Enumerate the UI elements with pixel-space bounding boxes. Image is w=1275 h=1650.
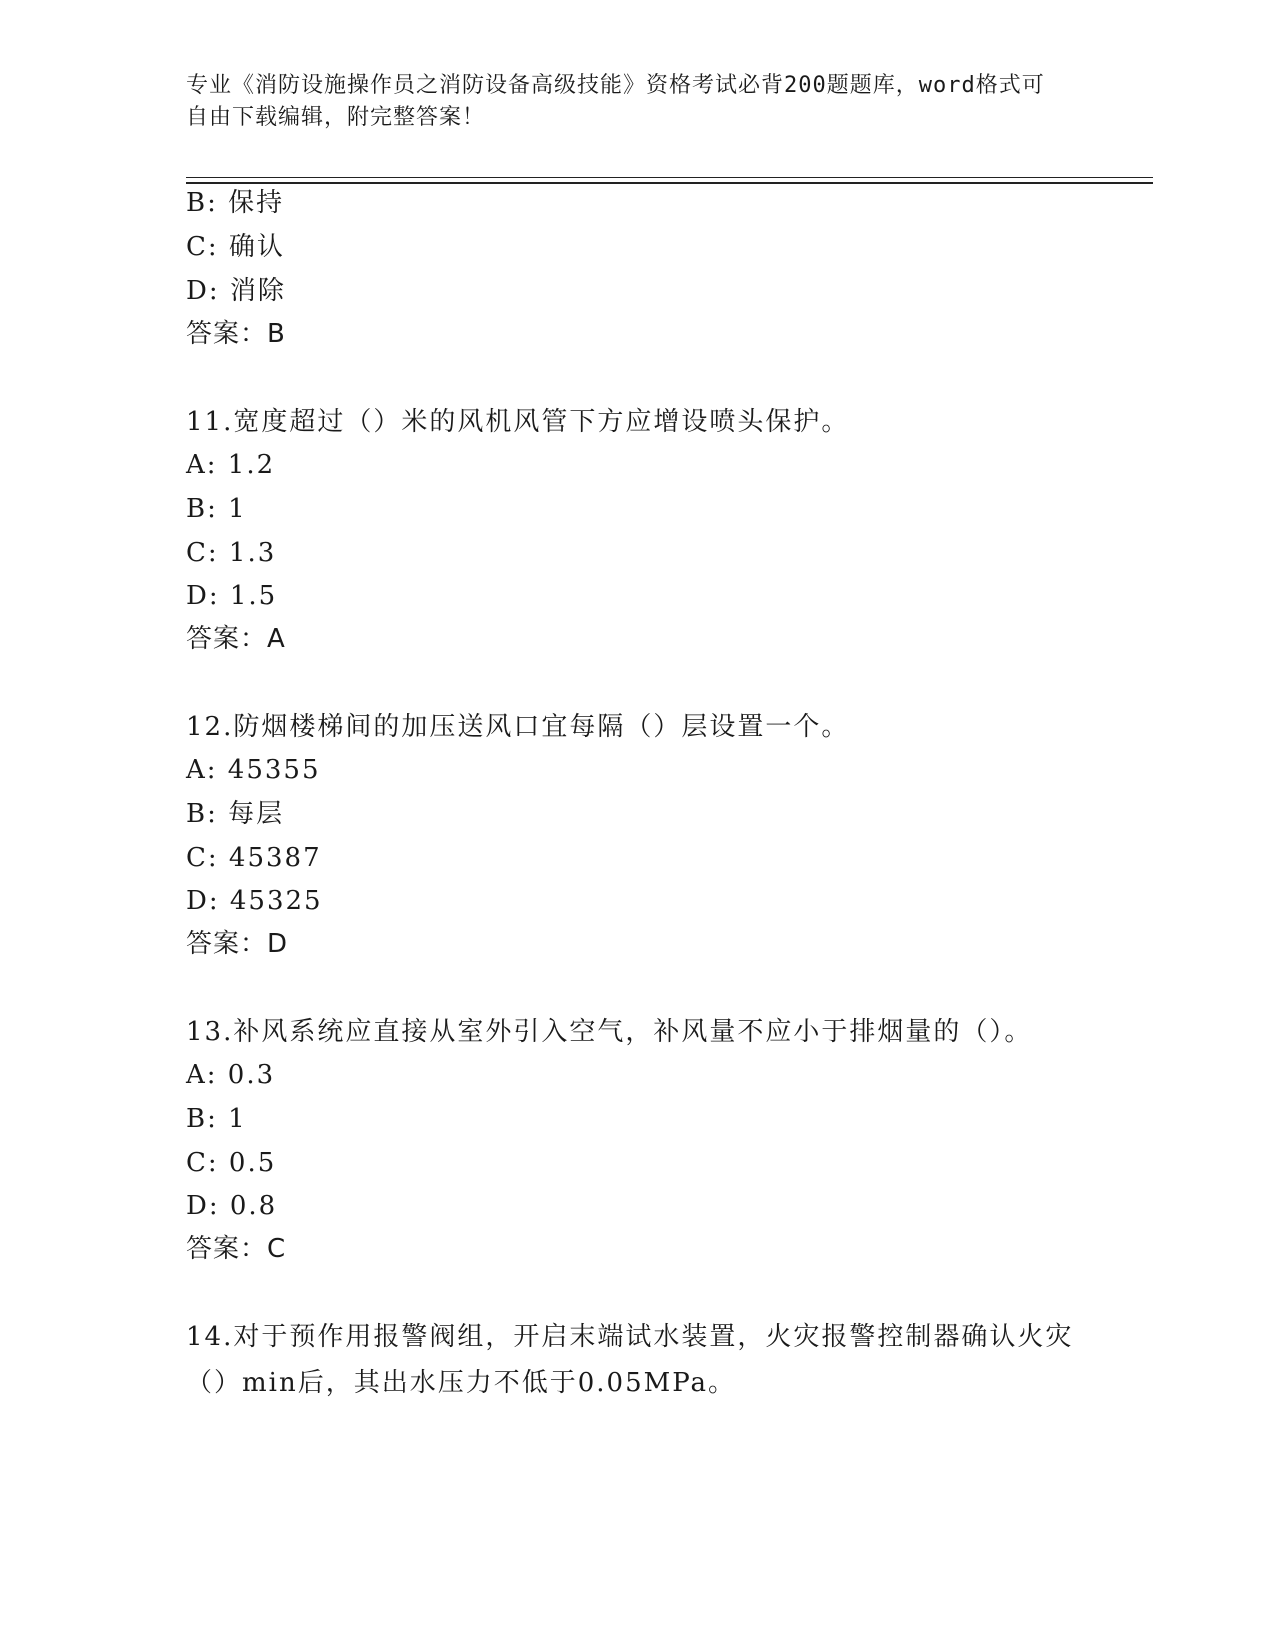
q13-option-a: A: 0.3: [186, 1060, 276, 1090]
q12-question: 12.防烟楼梯间的加压送风口宜每隔（）层设置一个。: [186, 712, 850, 742]
document-header: 专业《消防设施操作员之消防设备高级技能》资格考试必背200题题库，word格式可自由下载编辑，附完整答案！: [186, 73, 1045, 130]
q10-option-c: C: 确认: [186, 232, 285, 262]
q10-option-b: B: 保持: [186, 188, 285, 218]
header-divider-thin: [186, 177, 1153, 178]
q11-option-d: D: 1.5: [186, 581, 278, 611]
q11-question: 11.宽度超过（）米的风机风管下方应增设喷头保护。: [186, 407, 850, 437]
q13-question: 13.补风系统应直接从室外引入空气，补风量不应小于排烟量的（）。: [186, 1017, 1033, 1047]
q12-option-c: C: 45387: [186, 843, 322, 873]
q10-answer: 答案：B: [186, 319, 286, 349]
q12-option-d: D: 45325: [186, 886, 323, 916]
q13-option-d: D: 0.8: [186, 1191, 278, 1221]
q12-answer: 答案：D: [186, 929, 289, 959]
q13-option-b: B: 1: [186, 1104, 247, 1134]
q10-option-d: D: 消除: [186, 276, 286, 306]
q11-option-c: C: 1.3: [186, 538, 277, 568]
header-divider-thick: [186, 182, 1153, 184]
q12-option-b: B: 每层: [186, 799, 285, 829]
q13-option-c: C: 0.5: [186, 1148, 277, 1178]
q11-option-b: B: 1: [186, 494, 247, 524]
q12-option-a: A: 45355: [186, 755, 321, 785]
q11-answer: 答案：A: [186, 624, 286, 654]
q14-question: 14.对于预作用报警阀组，开启末端试水装置，火灾报警控制器确认火灾（）min后，其出水压力不低于0.05MPa。: [186, 1322, 1074, 1398]
q11-option-a: A: 1.2: [186, 450, 276, 480]
q13-answer: 答案：C: [186, 1234, 287, 1264]
